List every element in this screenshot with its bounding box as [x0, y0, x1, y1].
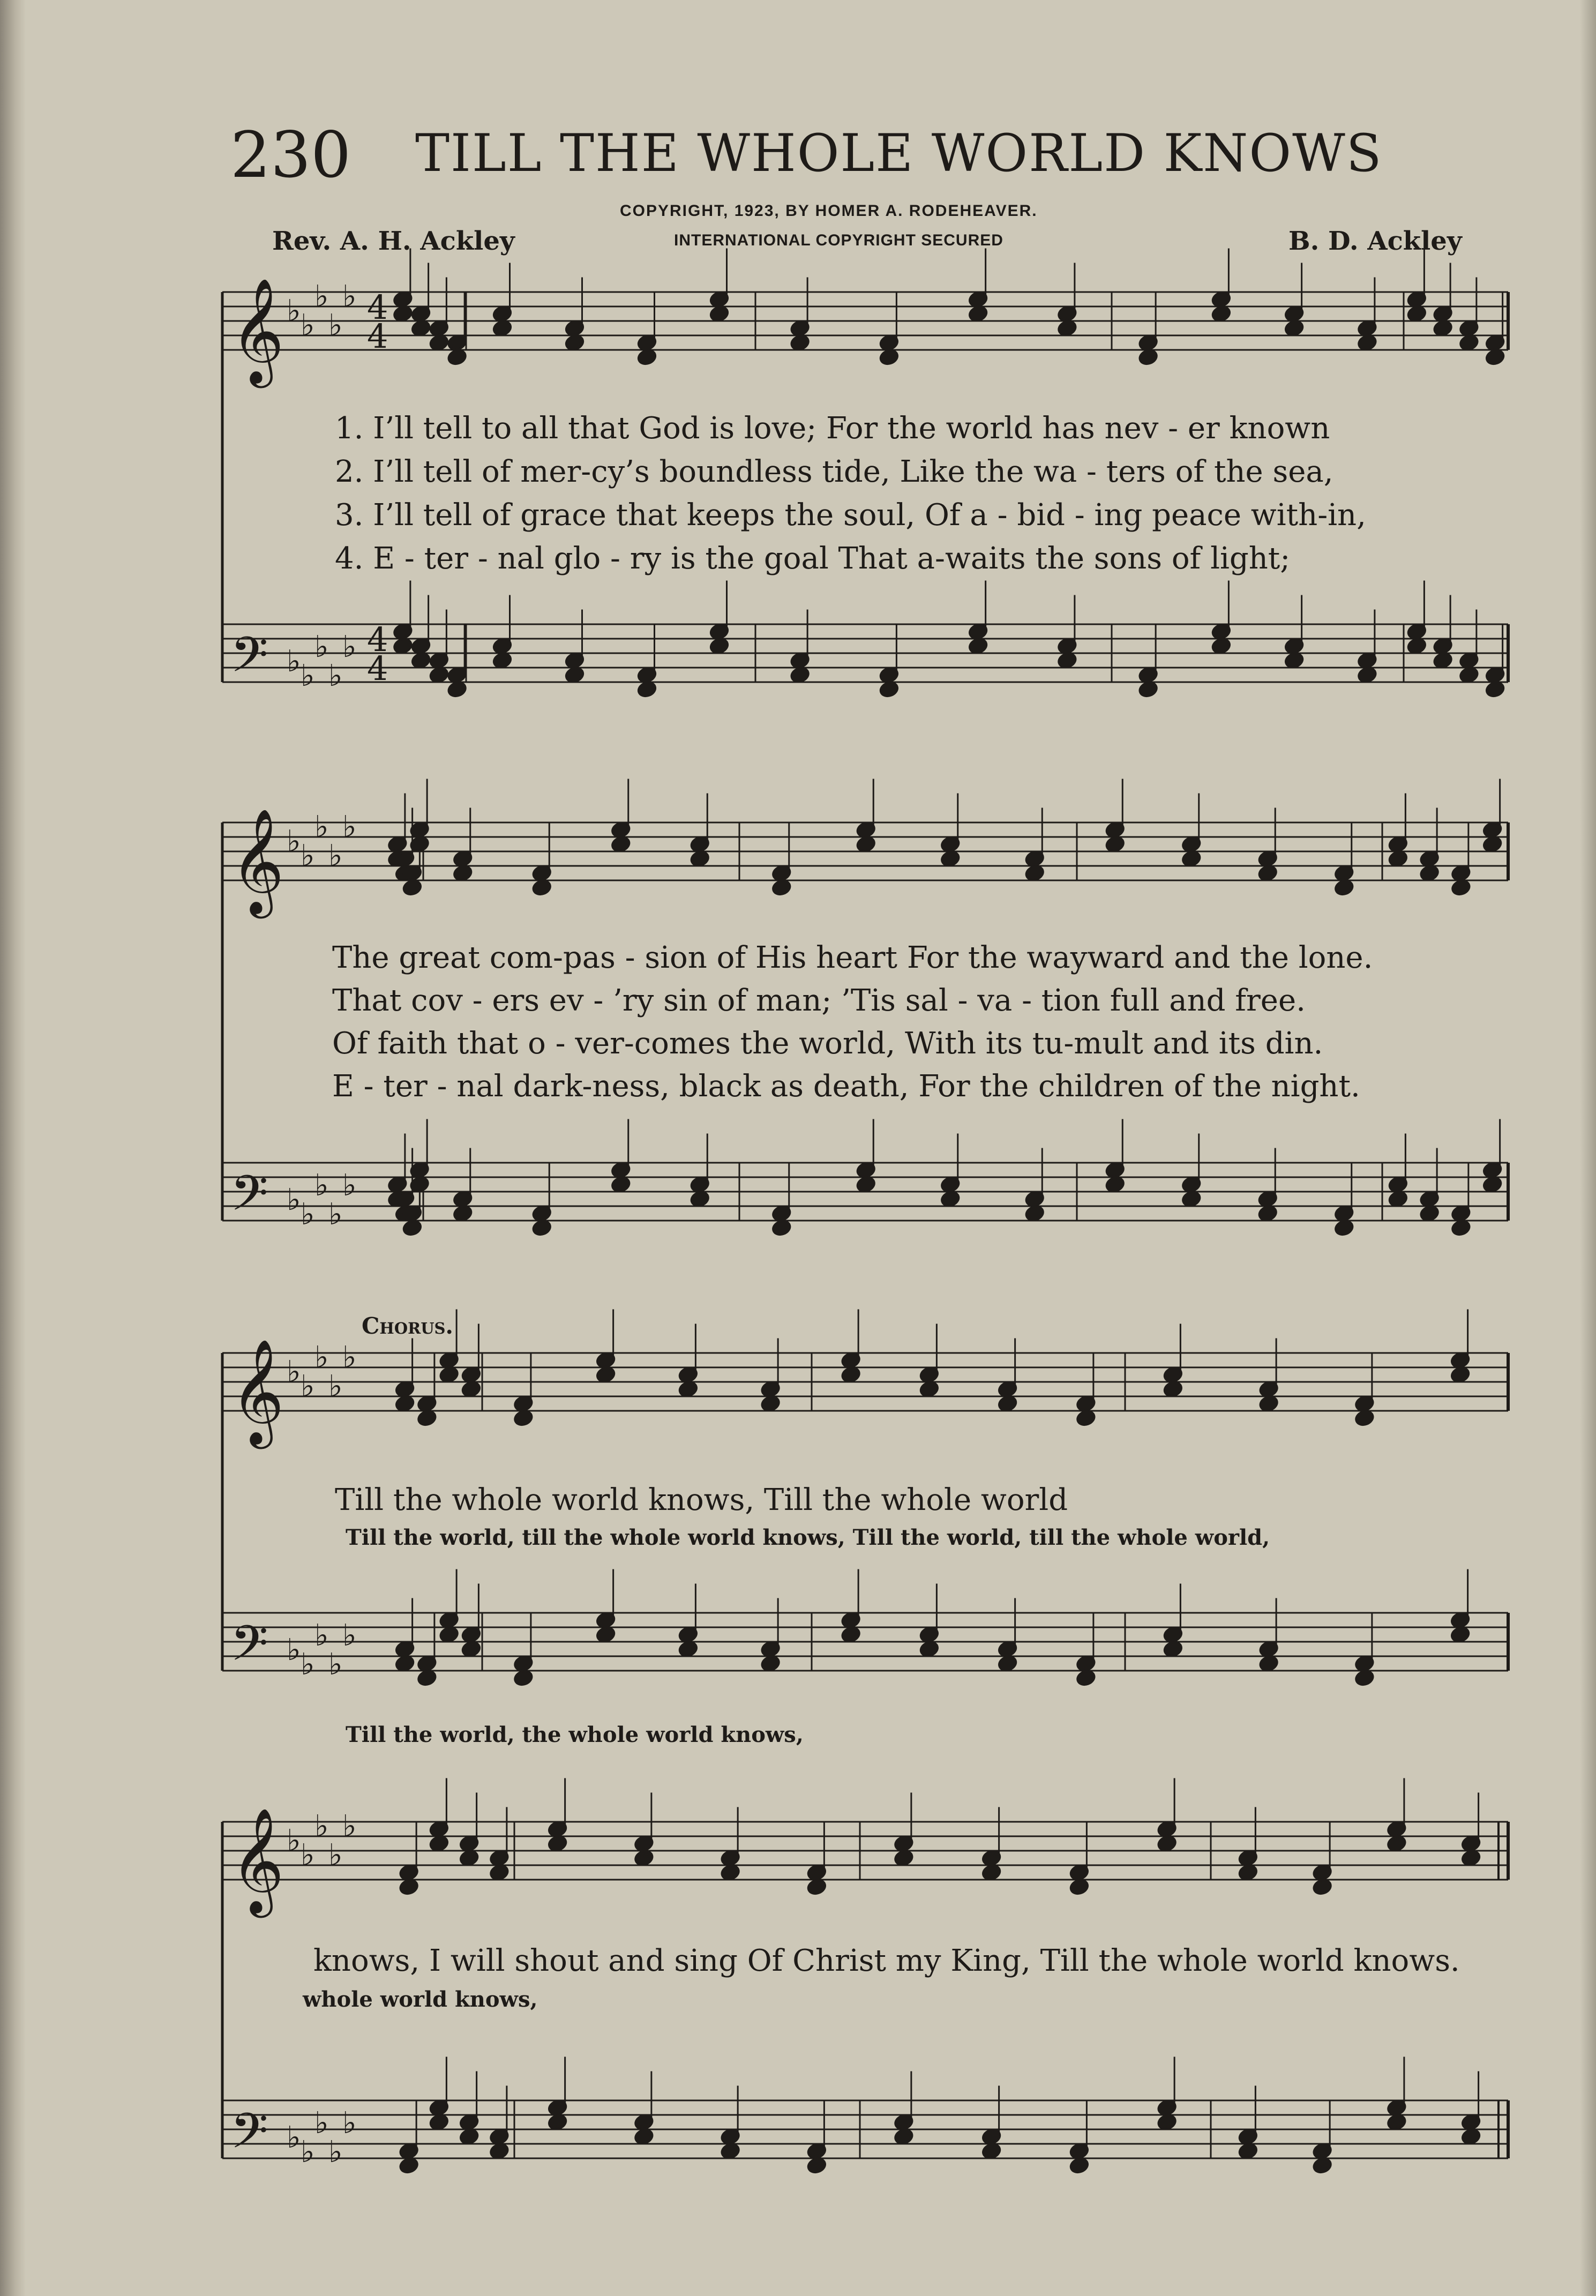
chorus-line-1-alto: Till the world, till the whole world knows, Till the world, till the whole world, [346, 1525, 1270, 1550]
svg-text:♭: ♭ [314, 279, 329, 314]
svg-text:♭: ♭ [314, 1618, 329, 1653]
svg-text:♭: ♭ [287, 1633, 301, 1667]
svg-text:𝄢: 𝄢 [230, 1615, 268, 1684]
svg-text:♭: ♭ [328, 659, 343, 693]
svg-text:♭: ♭ [342, 1168, 357, 1203]
svg-text:♭: ♭ [328, 839, 343, 873]
svg-text:♭: ♭ [301, 1197, 315, 1232]
verse-line-2b: That cov - ers ev - ’ry sin of man; ’Tis sal - va - tion full and free. [332, 983, 1306, 1018]
intl-copyright: INTERNATIONAL COPYRIGHT SECURED [674, 231, 1003, 249]
svg-text:𝄞: 𝄞 [230, 1807, 284, 1913]
svg-text:♭: ♭ [328, 1197, 343, 1232]
svg-text:♭: ♭ [342, 279, 357, 314]
svg-text:♭: ♭ [301, 1369, 315, 1404]
svg-text:♭: ♭ [301, 308, 315, 343]
svg-text:♭: ♭ [287, 824, 301, 859]
chorus-line-1-bass: Till the world, the whole world knows, [346, 1722, 804, 1747]
verse-line-4b: E - ter - nal dark-ness, black as death, For the children of the night. [332, 1069, 1360, 1104]
svg-text:♭: ♭ [314, 1340, 329, 1375]
verse-line-4: 4. E - ter - nal glo - ry is the goal That a-waits the sons of light; [335, 541, 1291, 576]
svg-text:4: 4 [367, 317, 388, 356]
svg-text:♭: ♭ [287, 1183, 301, 1217]
svg-text:♭: ♭ [314, 810, 329, 844]
svg-text:♭: ♭ [328, 308, 343, 343]
verse-line-1b: The great com-pas - sion of His heart For the wayward and the lone. [332, 940, 1373, 975]
svg-text:𝄞: 𝄞 [230, 808, 284, 914]
svg-text:♭: ♭ [342, 810, 357, 844]
svg-text:♭: ♭ [301, 1647, 315, 1682]
svg-text:♭: ♭ [287, 294, 301, 328]
composer: B. D. Ackley [1288, 226, 1462, 256]
svg-text:♭: ♭ [301, 839, 315, 873]
chorus-label: Chorus. [362, 1313, 454, 1339]
svg-text:𝄞: 𝄞 [230, 278, 284, 384]
svg-text:♭: ♭ [287, 644, 301, 679]
svg-text:♭: ♭ [342, 1340, 357, 1375]
svg-text:𝄢: 𝄢 [230, 2103, 268, 2171]
svg-text:4: 4 [367, 649, 388, 688]
chorus-line-2: knows, I will shout and sing Of Christ my King, Till the whole world knows. [313, 1943, 1460, 1978]
svg-text:♭: ♭ [342, 630, 357, 664]
svg-text:𝄢: 𝄢 [230, 626, 268, 695]
hymn-title: TILL THE WHOLE WORLD KNOWS [415, 123, 1383, 183]
svg-text:♭: ♭ [287, 2120, 301, 2155]
svg-text:𝄞: 𝄞 [230, 1338, 284, 1445]
svg-text:♭: ♭ [287, 1823, 301, 1858]
svg-text:♭: ♭ [342, 1809, 357, 1844]
svg-text:𝄢: 𝄢 [230, 1165, 268, 1233]
svg-text:4: 4 [367, 288, 388, 327]
svg-text:♭: ♭ [314, 630, 329, 664]
svg-text:♭: ♭ [301, 659, 315, 693]
svg-text:♭: ♭ [314, 1809, 329, 1844]
author: Rev. A. H. Ackley [272, 226, 515, 256]
svg-text:♭: ♭ [328, 1838, 343, 1873]
svg-text:♭: ♭ [328, 1647, 343, 1682]
verse-line-3: 3. I’ll tell of grace that keeps the soul, Of a - bid - ing peace with-in, [335, 498, 1366, 533]
svg-text:♭: ♭ [314, 2106, 329, 2141]
svg-text:♭: ♭ [342, 2106, 357, 2141]
copyright-notice: COPYRIGHT, 1923, BY HOMER A. RODEHEAVER. [620, 202, 1038, 220]
chorus-line-2-alto: whole world knows, [303, 1987, 538, 2012]
svg-text:♭: ♭ [301, 1838, 315, 1873]
svg-text:♭: ♭ [342, 1618, 357, 1653]
svg-text:4: 4 [367, 620, 388, 659]
hymn-number: 230 [230, 118, 351, 192]
svg-text:♭: ♭ [301, 2135, 315, 2170]
svg-text:♭: ♭ [287, 1355, 301, 1389]
verse-line-1: 1. I’ll tell to all that God is love; For the world has nev - er known [335, 411, 1330, 446]
verse-line-3b: Of faith that o - ver-comes the world, With its tu-mult and its din. [332, 1026, 1323, 1061]
svg-text:♭: ♭ [328, 2135, 343, 2170]
chorus-line-1: Till the whole world knows, Till the whole world [335, 1483, 1068, 1517]
svg-text:♭: ♭ [314, 1168, 329, 1203]
svg-text:♭: ♭ [328, 1369, 343, 1404]
verse-line-2: 2. I’ll tell of mer-cy’s boundless tide, Like the wa - ters of the sea, [335, 454, 1333, 489]
